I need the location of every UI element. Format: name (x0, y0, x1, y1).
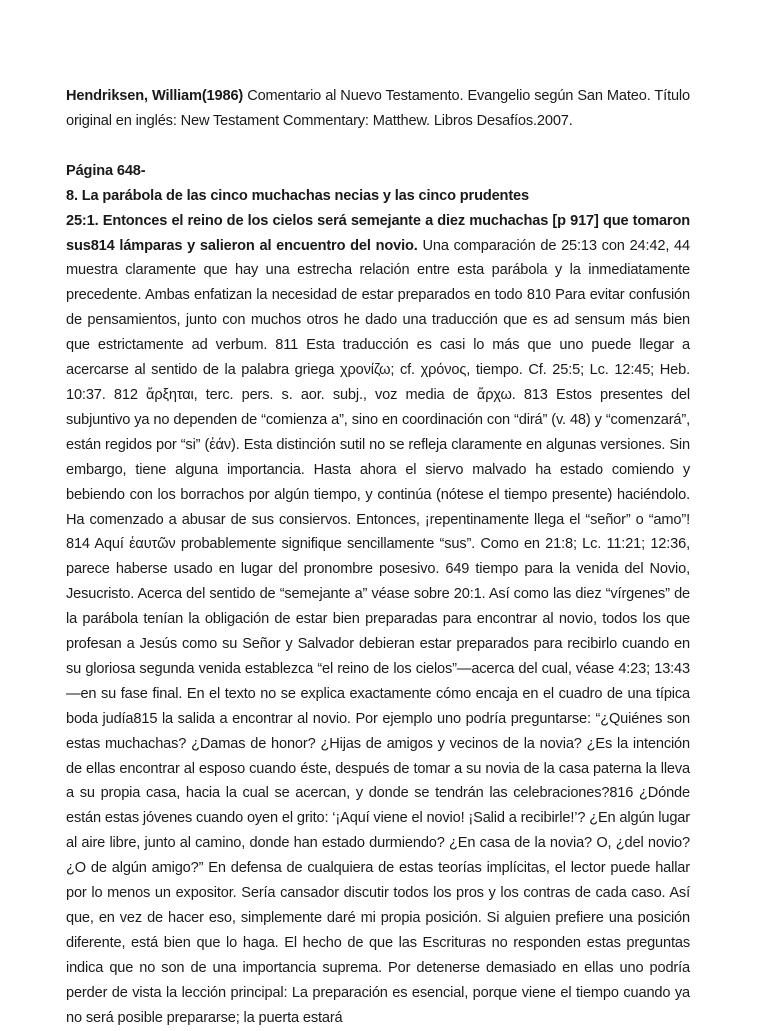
citation-paragraph (66, 84, 690, 134)
body-text: Una comparación de 25:13 con 24:42, 44 muestra claramente que hay una estrecha relación entre esta parábola y la inmediatamente precedente. Ambas enfatizan la necesidad de estar preparados en todo 810 Para evitar confusión de pensamientos, junto con muchos otros he dado una traducción que es ad sensum más bien que estrictamente ad verbum. 811 Esta traducción es casi lo más que uno puede llegar a acercarse al sentido de la palabra griega χρονίζω; cf. χρόνος, tiempo. Cf. 25:5; Lc. 12:45; Heb. 10:37. 812 ἄρξηται, terc. pers. s. aor. subj., voz media de ἄρχω. 813 Estos presentes del subjuntivo ya no dependen de “comienza a”, sino en coordinación con “dirá” (v. 48) y “comenzará”, están regidos por “si” (ἐάν). Esta distinción sutil no se refleja claramente en algunas versiones. Sin embargo, tiene alguna importancia. Hasta ahora el siervo malvado ha estado comiendo y bebiendo con los borrachos por algún tiempo, y continúa (nótese el tiempo presente) haciéndolo. Ha comenzado a abusar de sus consiervos. Entonces, ¡repentinamente llega el “señor” o “amo”! 814 Aquí ἑαυτῶν probablemente signifique sencillamente “sus”. Como en 21:8; Lc. 11:21; 12:36, parece haberse usado en lugar del pronombre posesivo. 649 tiempo para la venida del Novio, Jesucristo. Acerca del sentido de “semejante a” véase sobre 20:1. Así como las diez “vírgenes” de la parábola tenían la obligación de estar bien preparadas para encontrar al novio, todos los que profesan a Jesús como su Señor y Salvador debieran estar preparados para recibirlo cuando en su gloriosa segunda venida establezca “el reino de los cielos”—acerca del cual, véase 4:23; 13:43—en su fase final. En el texto no se explica exactamente cómo encaja en el cuadro de una típica boda judía815 la salida a encontrar al novio. Por ejemplo uno podría preguntarse: “¿Quiénes son estas muchachas? ¿Damas de honor? ¿Hijas de amigos y vecinos de la novia? ¿Es la intención de ellas encontrar al esposo cuando éste, después de tomar a su novia de la casa paterna la lleva a su propia casa, hacia la cual se acercan, y donde se tendrán las celebraciones?816 ¿Dónde están estas jóvenes cuando oyen el grito: ‘¡Aquí viene el novio! ¡Salid a recibirle!’? ¿En algún lugar al aire libre, junto al camino, donde han estado durmiendo? ¿En casa de la novia? O, ¿del novio? ¿O de algún amigo?” En defensa de cualquiera de estas teorías implícitas, el lector puede hallar por lo menos un expositor. Sería cansador discutir todos los pros y los contras de cada caso. Así que, en vez de hacer eso, simplemente daré mi propia posición. Si alguien prefiere una posición diferente, está bien que lo haga. El hecho de que las Escrituras no responden estas preguntas indica que no son de una importancia suprema. Por detenerse demasiado en ellas uno podría perder de vista la lección principal: La preparación es esencial, porque viene el tiempo cuando ya no será posible prepararse; la puerta estará (66, 237, 690, 1026)
document-page (66, 84, 690, 1031)
verse-text: 25:1. Entonces el reino de los cielos será semejante a diez muchachas [p 917] que tomaron sus814 lámparas y salieron al encuentro del novio. (66, 212, 690, 254)
body-paragraph (66, 209, 690, 1031)
citation-text: Comentario al Nuevo Testamento. Evangelio según San Mateo. Título original en inglés: New Testament Commentary: Matthew. Libros Desafíos.2007. (66, 88, 690, 129)
section-title: 8. La parábola de las cinco muchachas necias y las cinco prudentes (66, 187, 529, 204)
page-label: Página 648- (66, 162, 146, 179)
citation-author: Hendriksen, William(1986) (66, 88, 244, 104)
